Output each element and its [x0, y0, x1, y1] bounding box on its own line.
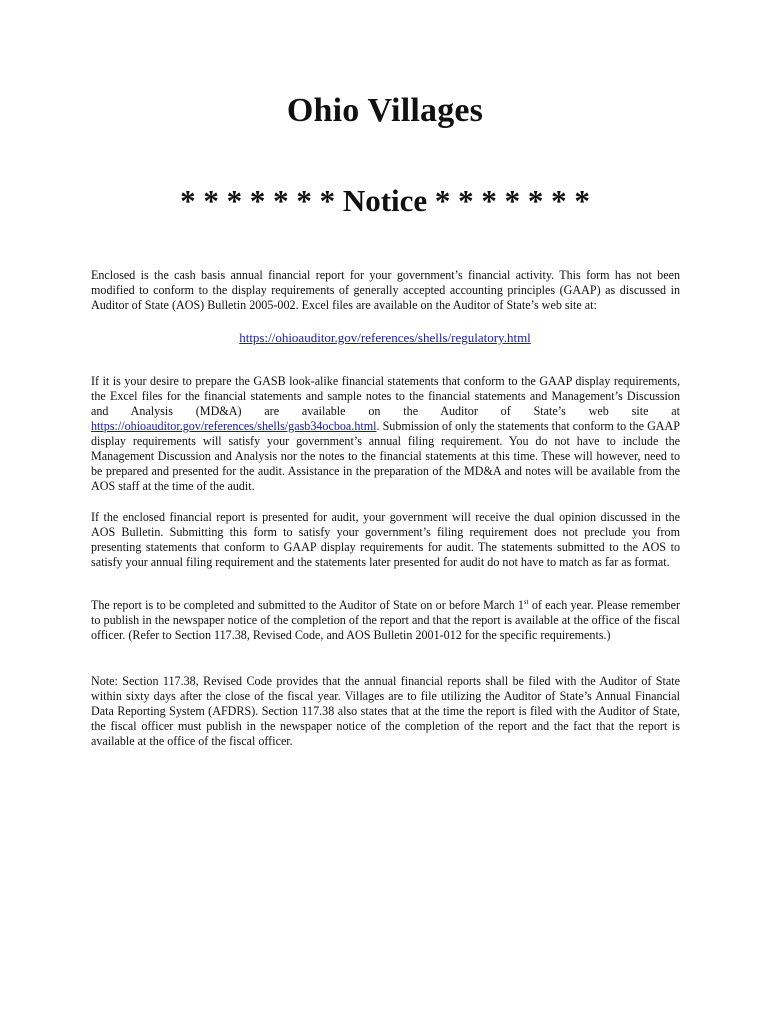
- document-title: Ohio Villages: [286, 92, 484, 129]
- ordinal-suffix: st: [523, 597, 529, 606]
- paragraph-deadline-before: The report is to be completed and submitted to the Auditor of State on or before March 1: [91, 598, 524, 612]
- paragraph-audit: [91, 510, 680, 570]
- paragraph-note-text: Note: Section 117.38, Revised Code provides that the annual financial reports shall be filed with the Auditor of State within sixty days after the close of the fiscal year. Villages are to file utilizing the Auditor of State’s Annual Financial Data Reporting System (AFDRS). Section 117.38 also states that at the time the report is filed with the Auditor of State, the fiscal officer must publish in the newspaper notice of the completion of the report and the fact that the report is available at the office of the fiscal officer.: [91, 674, 680, 748]
- paragraph-gasb-before: If it is your desire to prepare the GASB look-alike financial statements that conform to the GAAP display requirements, the Excel files for the financial statements and sample notes to the financial statements and Management’s Discussion and Analysis (MD&A) are available on the Auditor of State’s web site at: [91, 374, 680, 418]
- paragraph-deadline: [91, 598, 680, 643]
- paragraph-intro: [91, 268, 680, 313]
- paragraph-gasb-after: . Submission of only the statements that conform to the GAAP display requirements will satisfy your government’s annual filing requirement. You do not have to include the Management Discussion and Analysis nor the notes to the financial statements at this time. These will however, need to be prepared and presented for the audit. Assistance in the preparation of the MD&A and notes will be available from the AOS staff at the time of the audit.: [91, 419, 680, 493]
- paragraph-note: [91, 674, 680, 749]
- paragraph-gasb: [91, 374, 680, 494]
- paragraph-deadline-after: of each year. Please remember to publish in the newspaper notice of the completion of the report and that the report is available at the office of the fiscal officer. (Refer to Section 117.38, Revised Code, and AOS Bulletin 2001-012 for the specific requirements.): [91, 598, 681, 642]
- paragraph-intro-text: Enclosed is the cash basis annual financial report for your government’s financial activity. This form has not been modified to conform to the display requirements of generally accepted accounting principles (GAAP) as discussed in Auditor of State (AOS) Bulletin 2005-002. Excel files are available on the Auditor of State’s web site at:: [91, 268, 680, 312]
- notice-heading: * * * * * * * Notice * * * * * * *: [180, 183, 590, 218]
- regulatory-link[interactable]: https://ohioauditor.gov/references/shells/regulatory.html: [239, 330, 531, 345]
- paragraph-gasb-text: [91, 374, 680, 494]
- gasb-link[interactable]: https://ohioauditor.gov/references/shells/gasb34ocboa.html: [91, 419, 377, 433]
- paragraph-audit-text: If the enclosed financial report is presented for audit, your government will receive the dual opinion discussed in the AOS Bulletin. Submitting this form to satisfy your government’s filing requirement does not preclude you from presenting statements that conform to GAAP display requirements for audit. The statements submitted to the AOS to satisfy your annual filing requirement and the statements later presented for audit do not have to match as far as format.: [91, 510, 680, 569]
- regulatory-link-line: [0, 330, 770, 346]
- paragraph-deadline-text: [91, 598, 680, 643]
